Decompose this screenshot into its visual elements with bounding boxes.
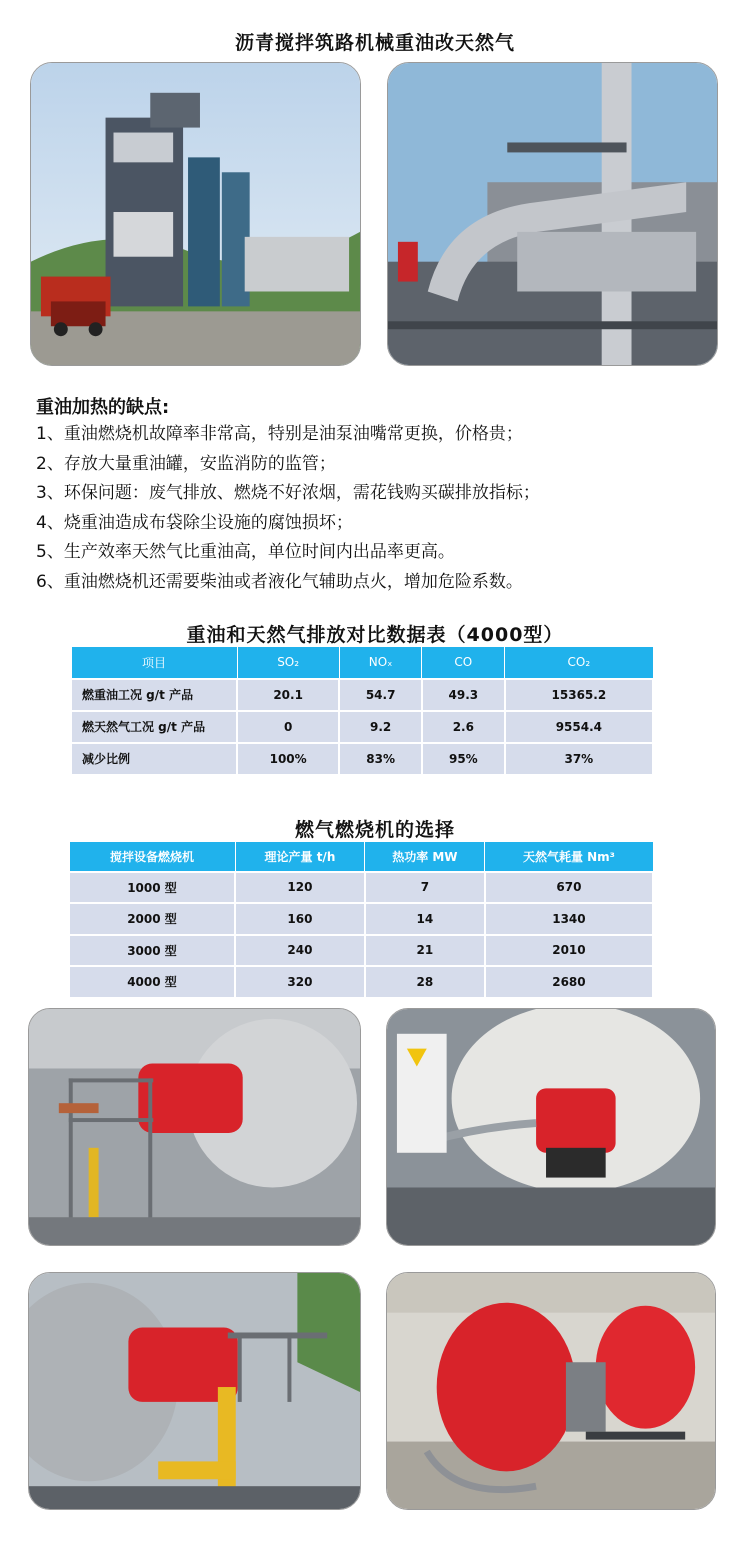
table-cell: 9554.4 (505, 711, 653, 743)
burner-table (68, 841, 654, 999)
table-cell: 15365.2 (505, 679, 653, 711)
table-cell: 2010 (485, 935, 653, 967)
wrapped-burners-photo (386, 1272, 716, 1510)
asphalt-plant-photo (30, 62, 361, 366)
emission-table-title: 重油和天然气排放对比数据表（4000型） (186, 624, 564, 646)
table-cell: 83% (339, 743, 422, 775)
table-cell: 120 (235, 872, 365, 904)
table-cell: 21 (365, 935, 485, 967)
table-cell: 95% (422, 743, 505, 775)
disadvantages-list (36, 420, 540, 597)
table-row (69, 872, 653, 904)
table-header-row (71, 647, 653, 679)
row-label: 燃天然气工况 g/t 产品 (71, 711, 237, 743)
row-label: 减少比例 (71, 743, 237, 775)
column-header: CO₂ (505, 647, 653, 679)
table-cell: 37% (505, 743, 653, 775)
plant-ductwork-photo (387, 62, 718, 366)
table-cell: 100% (237, 743, 339, 775)
table-cell: 2.6 (422, 711, 505, 743)
table-cell: 0 (237, 711, 339, 743)
row-label: 燃重油工况 g/t 产品 (71, 679, 237, 711)
page-title: 沥青搅拌筑路机械重油改天然气 (234, 32, 515, 54)
table-cell: 670 (485, 872, 653, 904)
list-item: 6、重油燃烧机还需要柴油或者液化气辅助点火，增加危险系数。 (36, 571, 523, 592)
column-header: 搅拌设备燃烧机 (69, 842, 235, 872)
emission-table (70, 646, 654, 776)
burner-table-title: 燃气燃烧机的选择 (294, 819, 455, 841)
column-header: 项目 (71, 647, 237, 679)
table-cell: 240 (235, 935, 365, 967)
table-cell: 1340 (485, 903, 653, 935)
column-header: 天然气耗量 Nm³ (485, 842, 653, 872)
list-item: 1、重油燃烧机故障率非常高，特别是油泵油嘴常更换，价格贵； (36, 424, 523, 444)
table-cell: 28 (365, 966, 485, 998)
table-cell: 320 (235, 966, 365, 998)
row-label: 3000 型 (69, 935, 235, 967)
table-cell: 14 (365, 903, 485, 935)
list-item: 5、生产效率天然气比重油高，单位时间内出品率更高。 (36, 542, 455, 562)
column-header: 热功率 MW (365, 842, 485, 872)
list-item: 3、环保问题：废气排放、燃烧不好浓烟，需花钱购买碳排放指标； (36, 483, 540, 503)
list-item: 2、存放大量重油罐，安监消防的监管； (36, 453, 336, 474)
table-row (71, 743, 653, 775)
table-cell: 160 (235, 903, 365, 935)
row-label: 2000 型 (69, 903, 235, 935)
table-cell: 20.1 (237, 679, 339, 711)
column-header: NOₓ (339, 647, 422, 679)
column-header: CO (422, 647, 505, 679)
table-cell: 9.2 (339, 711, 422, 743)
table-cell: 2680 (485, 966, 653, 998)
row-label: 1000 型 (69, 872, 235, 904)
column-header: SO₂ (237, 647, 339, 679)
disadvantages-heading: 重油加热的缺点: (36, 397, 170, 418)
table-row (71, 711, 653, 743)
gas-burner-closeup-photo (386, 1008, 716, 1246)
table-cell: 49.3 (422, 679, 505, 711)
burner-gas-train-photo (28, 1272, 361, 1510)
table-cell: 7 (365, 872, 485, 904)
table-row (71, 679, 653, 711)
installed-burner-photo (28, 1008, 361, 1246)
table-row (69, 966, 653, 998)
column-header: 理论产量 t/h (235, 842, 365, 872)
table-row (69, 903, 653, 935)
table-row (69, 935, 653, 967)
table-header-row (69, 842, 653, 872)
row-label: 4000 型 (69, 966, 235, 998)
table-cell: 54.7 (339, 679, 422, 711)
list-item: 4、烧重油造成布袋除尘设施的腐蚀损坏； (36, 512, 353, 533)
